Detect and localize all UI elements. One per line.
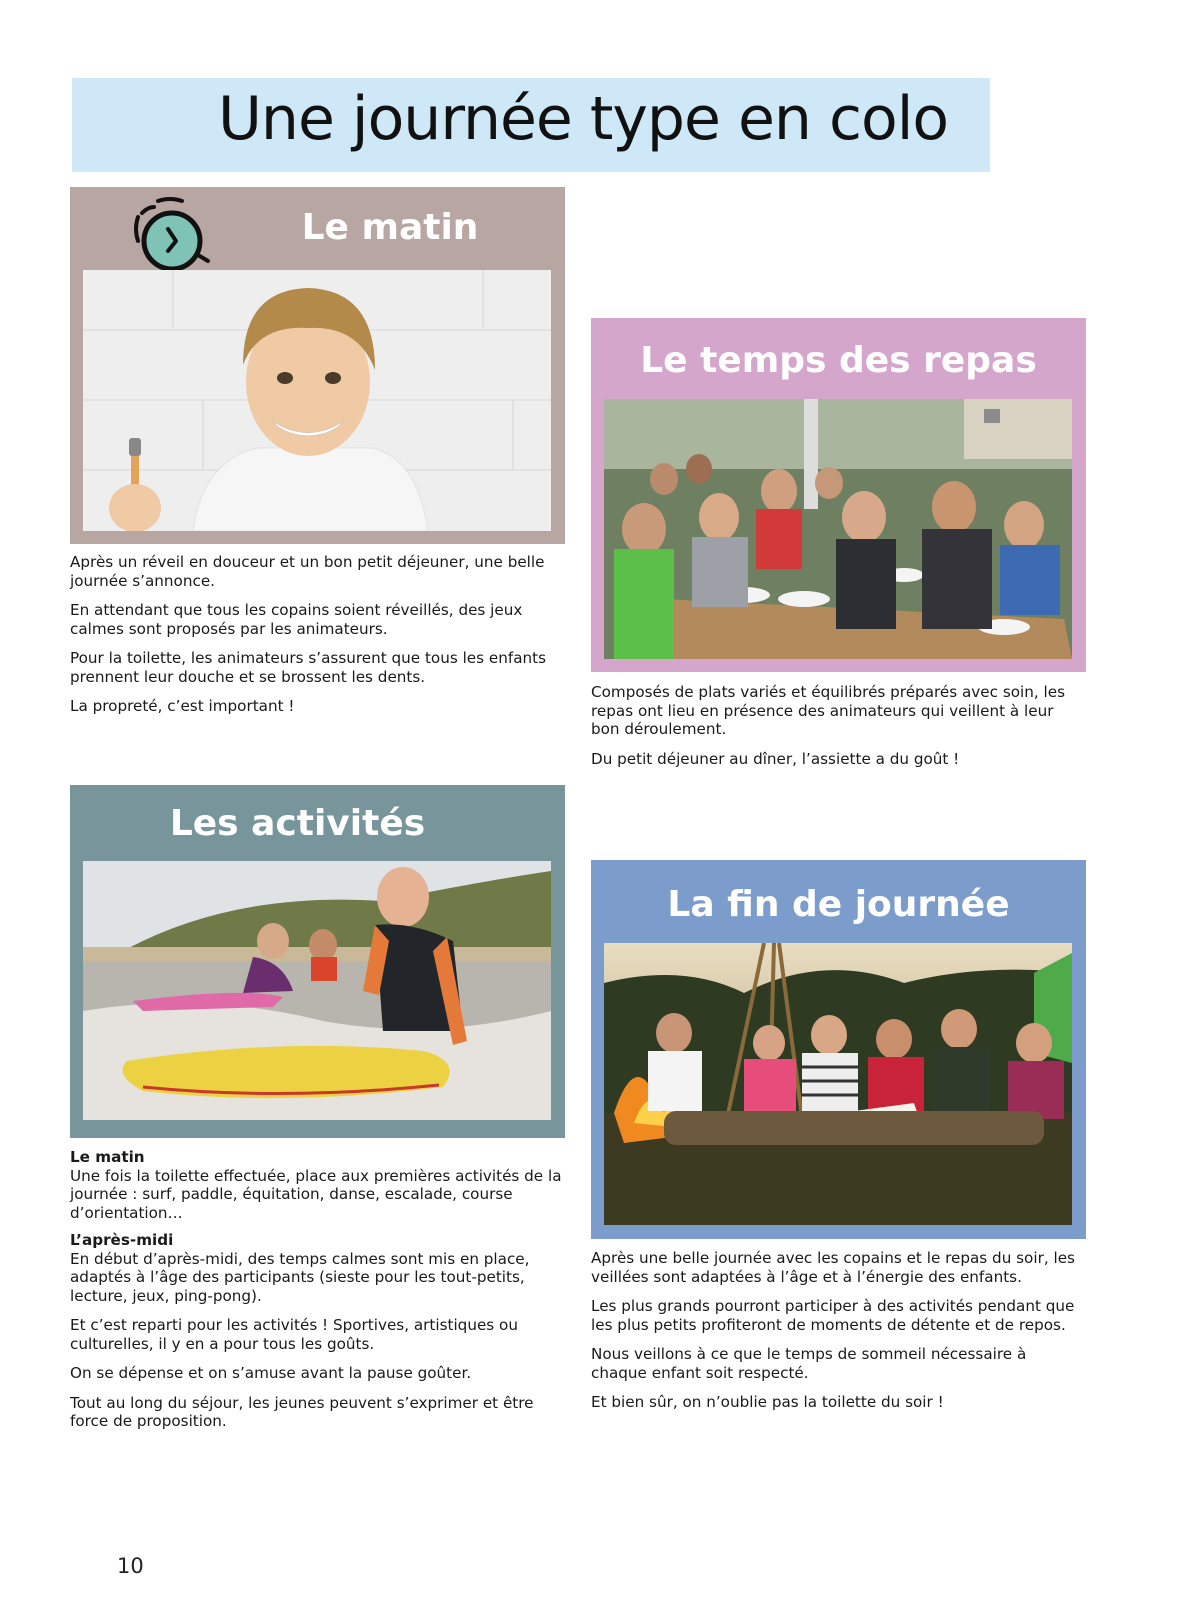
text-activites — [70, 1148, 570, 1442]
paragraph: On se dépense et on s’amuse avant la pause goûter. — [70, 1364, 472, 1382]
page-number: 10 — [117, 1554, 144, 1578]
photo-campfire-evening — [604, 943, 1072, 1225]
paragraph: Tout au long du séjour, les jeunes peuvent s’exprimer et être force de proposition. — [70, 1393, 534, 1430]
subheading-matin: Le matin — [70, 1148, 145, 1166]
paragraph: Et bien sûr, on n’oublie pas la toilette du soir ! — [591, 1393, 944, 1411]
section-heading-repas: Le temps des repas — [640, 340, 1037, 381]
paragraph: Après un réveil en douceur et un bon petit déjeuner, une belle journée s’annonce. — [70, 553, 545, 590]
title-band — [72, 78, 990, 172]
photo-children-eating — [604, 399, 1072, 659]
paragraph: Une fois la toilette effectuée, place aux premières activités de la journée : surf, paddle, équitation, danse, escalade, course d’orientation… — [70, 1166, 562, 1222]
paragraph: Nous veillons à ce que le temps de sommeil nécessaire à chaque enfant soit respecté. — [591, 1345, 1027, 1382]
section-heading-matin: Le matin — [301, 207, 479, 248]
card-fin — [591, 860, 1086, 1239]
paragraph: En début d’après-midi, des temps calmes sont mis en place, adaptés à l’âge des participants (sieste pour les tout-petits, lecture, jeux, ping-pong). — [70, 1249, 530, 1305]
photo-children-surfing — [83, 861, 551, 1120]
paragraph: Pour la toilette, les animateurs s’assurent que tous les enfants prennent leur douche et se brossent les dents. — [70, 649, 546, 686]
paragraph: En attendant que tous les copains soient réveillés, des jeux calmes sont proposés par les animateurs. — [70, 601, 523, 638]
card-repas — [591, 318, 1086, 672]
card-activites — [70, 785, 565, 1138]
page-title: Une journée type en colo — [218, 84, 949, 154]
paragraph: Et c’est reparti pour les activités ! Sportives, artistiques ou culturelles, il y en a pour tous les goûts. — [70, 1316, 518, 1353]
paragraph: Composés de plats variés et équilibrés préparés avec soin, les repas ont lieu en présence des animateurs qui veillent à leur bon déroulement. — [591, 683, 1066, 738]
paragraph: Les plus grands pourront participer à des activités pendant que les plus petits profiteront de moments de détente et de repos. — [591, 1297, 1075, 1334]
photo-boy-brushing-teeth — [83, 270, 551, 531]
card-matin — [70, 187, 565, 544]
subheading-apres-midi: L’après-midi — [70, 1231, 174, 1249]
text-fin — [591, 1249, 1081, 1423]
text-repas — [591, 683, 1081, 779]
paragraph: La propreté, c’est important ! — [70, 697, 295, 715]
section-heading-activites: Les activités — [169, 803, 426, 844]
text-matin — [70, 553, 570, 727]
paragraph: Après une belle journée avec les copains et le repas du soir, les veillées sont adaptées à l’âge et à l’énergie des enfants. — [591, 1249, 1075, 1286]
paragraph: Du petit déjeuner au dîner, l’assiette a du goût ! — [591, 749, 960, 768]
section-heading-fin: La fin de journée — [667, 884, 1010, 925]
